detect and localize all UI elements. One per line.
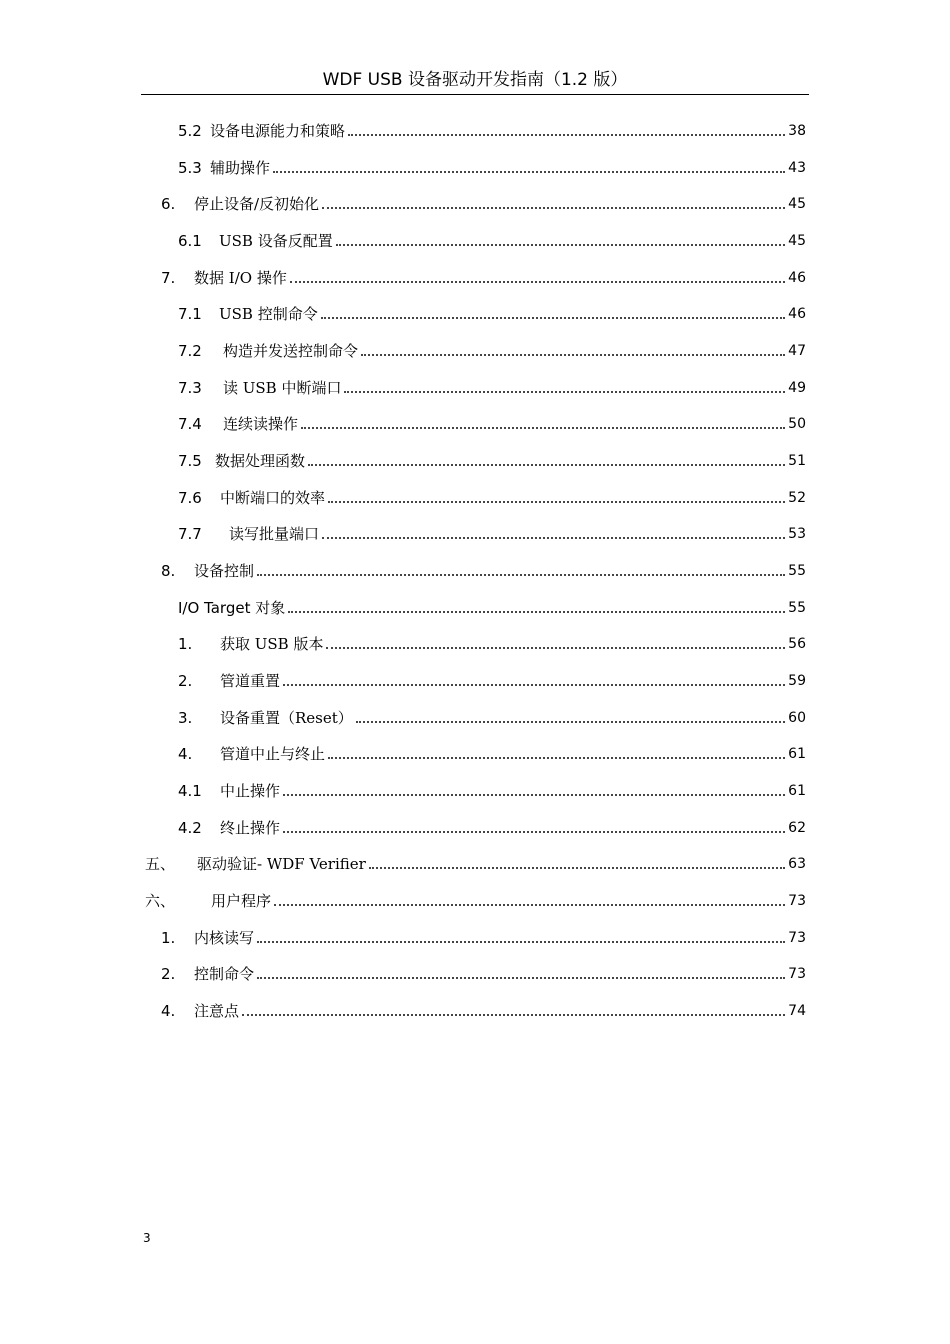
toc-dot-leader — [257, 941, 785, 943]
toc-entry-number: 7.2 — [178, 342, 202, 360]
toc-entry-page: 61 — [788, 783, 806, 799]
toc-entry[interactable] — [178, 154, 806, 178]
toc-dot-leader — [290, 281, 785, 283]
toc-entry-title: 注意点 — [194, 1002, 240, 1020]
toc-entry-number: 4.1 — [178, 782, 202, 800]
page-number: 3 — [143, 1231, 151, 1245]
toc-entry-title: 内核读写 — [194, 929, 255, 947]
toc-entry-page: 61 — [788, 746, 806, 762]
toc-dot-leader — [369, 867, 785, 869]
toc-entry-title: 数据处理函数 — [215, 452, 306, 470]
toc-entry-number: 五、 — [145, 855, 176, 873]
toc-entry[interactable] — [145, 887, 806, 911]
toc-entry-title: 管道重置 — [220, 672, 281, 690]
toc-entry-number: 4. — [178, 745, 193, 763]
toc-entry-page: 46 — [788, 306, 806, 322]
toc-dot-leader — [308, 464, 785, 466]
toc-entry-page: 46 — [788, 270, 806, 286]
toc-entry-title: 中断端口的效率 — [220, 489, 326, 507]
toc-dot-leader — [348, 134, 785, 136]
toc-dot-leader — [328, 757, 785, 759]
toc-entry-page: 50 — [788, 416, 806, 432]
toc-dot-leader — [274, 904, 785, 906]
toc-entry-title: 驱动验证- WDF Verifier — [197, 855, 366, 873]
toc-dot-leader — [288, 611, 785, 613]
toc-entry-page: 49 — [788, 380, 806, 396]
toc-entry-page: 73 — [788, 930, 806, 946]
toc-entry-number: 2. — [161, 965, 176, 983]
toc-entry-page: 62 — [788, 820, 806, 836]
page-header-title: WDF USB 设备驱动开发指南（1.2 版） — [322, 70, 628, 90]
toc-entry-page: 59 — [788, 673, 806, 689]
toc-entry-number: 6. — [161, 195, 176, 213]
toc-dot-leader — [273, 171, 785, 173]
toc-entry-title: 终止操作 — [220, 819, 281, 837]
toc-entry[interactable] — [178, 300, 806, 324]
toc-entry-title: 构造并发送控制命令 — [223, 342, 359, 360]
toc-entry[interactable] — [178, 777, 806, 801]
toc-entry-title: 读写批量端口 — [229, 525, 320, 543]
toc-entry[interactable] — [178, 447, 806, 471]
toc-entry-title: 数据 I/O 操作 — [194, 269, 287, 287]
toc-dot-leader — [283, 831, 785, 833]
toc-entry[interactable] — [178, 740, 806, 764]
toc-dot-leader — [322, 537, 785, 539]
toc-entry-page: 45 — [788, 233, 806, 249]
toc-entry-page: 38 — [788, 123, 806, 139]
toc-dot-leader — [283, 684, 785, 686]
toc-entry-page: 73 — [788, 893, 806, 909]
toc-entry[interactable] — [161, 997, 806, 1021]
toc-entry-number: 5.2 — [178, 122, 202, 140]
toc-entry-title: 设备重置（Reset） — [220, 709, 353, 727]
toc-entry[interactable] — [161, 960, 806, 984]
toc-dot-leader — [242, 1014, 785, 1016]
toc-entry-number: 4.2 — [178, 819, 202, 837]
toc-entry-title: 读 USB 中断端口 — [223, 379, 342, 397]
toc-dot-leader — [257, 574, 785, 576]
toc-entry[interactable] — [161, 264, 806, 288]
toc-entry[interactable] — [161, 557, 806, 581]
toc-entry-number: 六、 — [145, 892, 176, 910]
toc-entry-title: 控制命令 — [194, 965, 255, 983]
toc-entry-number: 8. — [161, 562, 176, 580]
toc-entry[interactable] — [178, 410, 806, 434]
toc-entry[interactable] — [178, 630, 806, 654]
toc-dot-leader — [336, 244, 785, 246]
toc-entry[interactable] — [178, 117, 806, 141]
toc-entry[interactable] — [145, 850, 806, 874]
toc-entry-title: 中止操作 — [220, 782, 281, 800]
toc-entry-page: 52 — [788, 490, 806, 506]
toc-entry-number: 7.3 — [178, 379, 202, 397]
toc-dot-leader — [326, 647, 785, 649]
toc-entry[interactable] — [178, 814, 806, 838]
toc-entry[interactable] — [178, 704, 806, 728]
toc-dot-leader — [321, 317, 785, 319]
toc-entry[interactable] — [178, 667, 806, 691]
toc-entry-title: 管道中止与终止 — [220, 745, 326, 763]
toc-entry-page: 60 — [788, 710, 806, 726]
toc-entry-number: 6.1 — [178, 232, 202, 250]
toc-entry-page: 47 — [788, 343, 806, 359]
toc-entry-page: 63 — [788, 856, 806, 872]
toc-dot-leader — [322, 207, 785, 209]
toc-entry[interactable] — [178, 520, 806, 544]
toc-entry-title: 用户程序 — [211, 892, 272, 910]
toc-entry-title: USB 设备反配置 — [219, 232, 333, 250]
toc-entry-number: 7.1 — [178, 305, 202, 323]
toc-dot-leader — [356, 721, 785, 723]
toc-entry-page: 55 — [788, 563, 806, 579]
toc-entry[interactable] — [178, 374, 806, 398]
toc-entry[interactable] — [178, 594, 806, 618]
toc-entry-title: 停止设备/反初始化 — [194, 195, 320, 213]
toc-entry-number: 5.3 — [178, 159, 202, 177]
toc-entry-page: 55 — [788, 600, 806, 616]
toc-entry[interactable] — [178, 337, 806, 361]
toc-entry-title: 设备控制 — [194, 562, 255, 580]
toc-entry-title: 连续读操作 — [223, 415, 299, 433]
toc-dot-leader — [328, 501, 785, 503]
toc-dot-leader — [301, 427, 785, 429]
toc-entry-page: 43 — [788, 160, 806, 176]
toc-entry-number: 3. — [178, 709, 193, 727]
toc-entry[interactable] — [161, 190, 806, 214]
toc-entry-title: 设备电源能力和策略 — [210, 122, 346, 140]
toc-entry-page: 74 — [788, 1003, 806, 1019]
toc-entry-number: 2. — [178, 672, 193, 690]
toc-entry-number: 7.4 — [178, 415, 202, 433]
toc-entry-page: 56 — [788, 636, 806, 652]
toc-dot-leader — [283, 794, 785, 796]
toc-entry-number: 7.5 — [178, 452, 202, 470]
toc-entry-page: 73 — [788, 966, 806, 982]
toc-entry-title: 获取 USB 版本 — [220, 635, 324, 653]
toc-entry-number: 7.6 — [178, 489, 202, 507]
toc-entry[interactable] — [178, 227, 806, 251]
toc-entry-title: USB 控制命令 — [219, 305, 318, 323]
toc-entry-number: 1. — [178, 635, 193, 653]
toc-entry-title: 辅助操作 — [210, 159, 271, 177]
toc-entry-page: 51 — [788, 453, 806, 469]
toc-entry[interactable] — [161, 924, 806, 948]
toc-dot-leader — [361, 354, 785, 356]
toc-entry-page: 45 — [788, 196, 806, 212]
toc-dot-leader — [257, 977, 785, 979]
toc-entry-title: I/O Target 对象 — [178, 599, 286, 617]
toc-entry-number: 7. — [161, 269, 176, 287]
toc-entry[interactable] — [178, 484, 806, 508]
toc-entry-number: 4. — [161, 1002, 176, 1020]
toc-dot-leader — [344, 391, 785, 393]
toc-entry-number: 1. — [161, 929, 176, 947]
toc-entry-page: 53 — [788, 526, 806, 542]
toc-entry-number: 7.7 — [178, 525, 202, 543]
